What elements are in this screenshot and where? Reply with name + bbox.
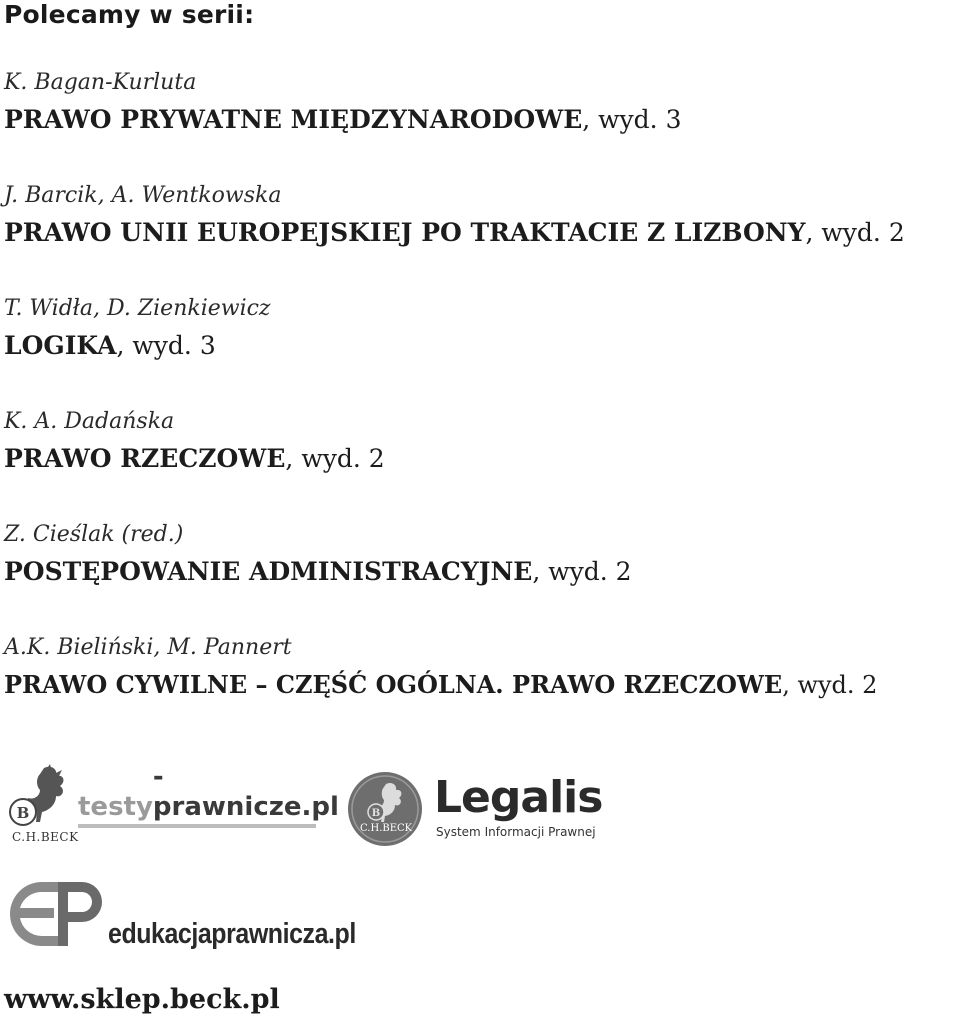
book-author: K. Bagan-Kurluta bbox=[4, 70, 197, 95]
book-title: PRAWO PRYWATNE MIĘDZYNARODOWE bbox=[4, 105, 583, 134]
griffin-crest-icon bbox=[6, 762, 76, 832]
book-edition: , wyd. 2 bbox=[285, 444, 385, 473]
book-title-line bbox=[4, 218, 905, 247]
wordmark-underline bbox=[78, 824, 316, 828]
book-edition: , wyd. 2 bbox=[805, 218, 905, 247]
legalis-logo[interactable] bbox=[346, 770, 636, 850]
seal-label: C.H.BECK bbox=[360, 823, 413, 834]
legalis-brand: Legalis bbox=[434, 772, 603, 823]
svg-text:B: B bbox=[16, 804, 30, 822]
book-entry bbox=[4, 183, 905, 247]
book-author: A.K. Bieliński, M. Pannert bbox=[4, 635, 292, 660]
book-entry bbox=[4, 635, 877, 699]
svg-text:B: B bbox=[371, 808, 381, 819]
book-edition: , wyd. 3 bbox=[582, 105, 682, 134]
legalis-tagline: System Informacji Prawnej bbox=[436, 825, 596, 839]
book-entry bbox=[4, 296, 271, 360]
book-author: T. Widła, D. Zienkiewicz bbox=[4, 296, 271, 321]
book-entry bbox=[4, 70, 681, 134]
book-edition: , wyd. 2 bbox=[782, 671, 878, 699]
beck-seal-icon bbox=[346, 770, 426, 850]
book-title: PRAWO CYWILNE – CZĘŚĆ OGÓLNA. PRAWO RZECZOWE bbox=[4, 670, 783, 699]
book-author: K. A. Dadańska bbox=[4, 409, 175, 434]
book-title: PRAWO RZECZOWE bbox=[4, 444, 286, 473]
book-title: PRAWO UNII EUROPEJSKIEJ PO TRAKTACIE Z LIZBONY bbox=[4, 218, 806, 247]
book-edition: , wyd. 2 bbox=[532, 557, 632, 586]
book-author: Z. Cieślak (red.) bbox=[4, 522, 184, 547]
book-title: POSTĘPOWANIE ADMINISTRACYJNE bbox=[4, 557, 533, 586]
book-title-line bbox=[4, 670, 877, 699]
book-edition: , wyd. 3 bbox=[116, 331, 216, 360]
book-title: LOGIKA bbox=[4, 331, 117, 360]
shop-url-link[interactable]: www.sklep.beck.pl bbox=[4, 984, 280, 1015]
edukacjaprawnicza-logo[interactable] bbox=[6, 880, 386, 952]
series-heading: Polecamy w serii: bbox=[4, 0, 255, 29]
book-entry bbox=[4, 409, 385, 473]
crest-label: C.H.BECK bbox=[12, 830, 79, 844]
testy-prawnicze-logo[interactable] bbox=[6, 762, 339, 846]
testy-wordmark bbox=[78, 762, 339, 822]
wordmark-dark: -prawnicze.pl bbox=[152, 762, 339, 822]
book-title-line bbox=[4, 557, 632, 586]
book-title-line bbox=[4, 331, 271, 360]
book-author: J. Barcik, A. Wentkowska bbox=[4, 183, 282, 208]
ep-mark-icon bbox=[6, 880, 106, 948]
ep-wordmark: edukacjaprawnicza.pl bbox=[108, 918, 356, 950]
book-title-line bbox=[4, 105, 681, 134]
wordmark-light: testy bbox=[78, 792, 153, 822]
book-title-line bbox=[4, 444, 385, 473]
book-entry bbox=[4, 522, 632, 586]
